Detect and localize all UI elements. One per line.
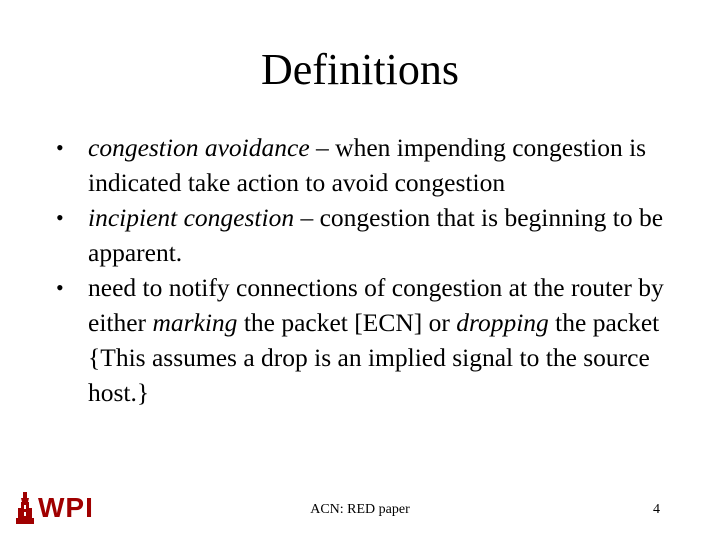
bullet-item-incipient-congestion — [56, 200, 676, 270]
bullet-term: incipient congestion — [88, 203, 295, 232]
bullet-item-congestion-avoidance — [56, 130, 676, 200]
bullet-list — [56, 130, 676, 410]
bullet-emphasis-marking: marking — [152, 308, 238, 337]
footer-title: ACN: RED paper — [310, 502, 410, 517]
bullet-icon: • — [56, 205, 64, 230]
logo-text: WPI — [38, 492, 94, 523]
bullet-icon: • — [56, 135, 64, 160]
bullet-term: congestion avoidance — [88, 133, 310, 162]
slide-title: Definitions — [261, 45, 459, 94]
wpi-tower-icon — [14, 490, 36, 526]
bullet-text: the packet [ECN] or — [237, 308, 457, 337]
bullet-item-notify-connections — [56, 270, 676, 410]
bullet-text: need to notify connections of congestion at the router by either — [88, 273, 664, 337]
wpi-logo — [14, 488, 94, 528]
bullet-icon: • — [56, 275, 64, 300]
bullet-emphasis-dropping: dropping — [456, 308, 549, 337]
bullet-text: – congestion that is beginning to be apparent. — [88, 203, 664, 267]
page-number: 4 — [653, 502, 660, 517]
bullet-text: the packet {This assumes a drop is an implied signal to the source host.} — [88, 308, 660, 407]
bullet-text: – when impending congestion is indicated take action to avoid congestion — [88, 133, 647, 197]
